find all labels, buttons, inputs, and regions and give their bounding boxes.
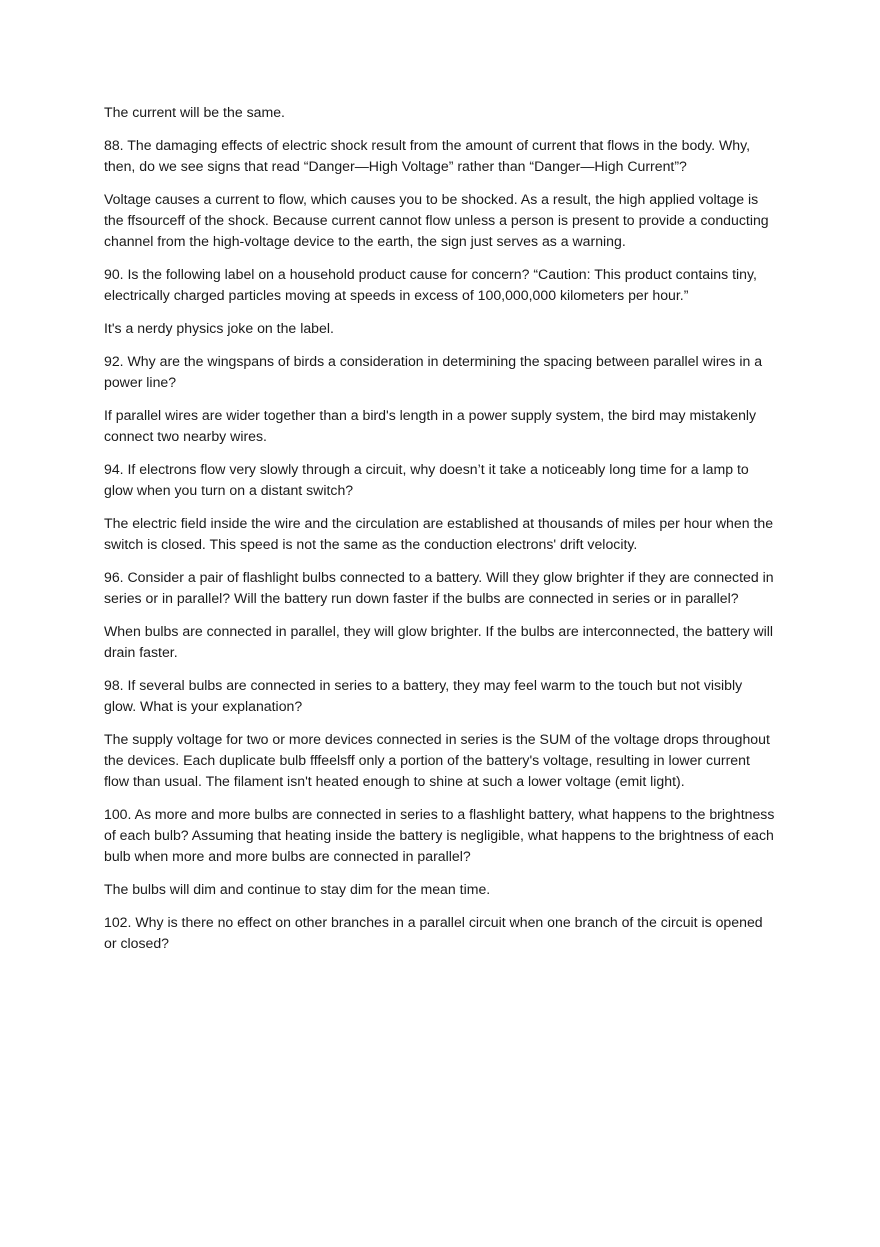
question-100: 100. As more and more bulbs are connected in series to a flashlight battery, what happens to the brightness of each bulb? Assuming that heating inside the battery is negligible, what happens to the brightness of each bulb when more and more bulbs are connected in parallel? [104,806,775,864]
question-94: 94. If electrons flow very slowly through a circuit, why doesn’t it take a noticeably long time for a lamp to glow when you turn on a distant switch? [104,461,749,498]
question-102: 102. Why is there no effect on other branches in a parallel circuit when one branch of the circuit is opened or closed? [104,914,763,951]
question-90: 90. Is the following label on a household product cause for concern? “Caution: This product contains tiny, electrically charged particles moving at speeds in excess of 100,000,000 kilometers per hour.” [104,266,757,303]
answer-92: If parallel wires are wider together than a bird's length in a power supply system, the bird may mistakenly connect two nearby wires. [104,407,757,444]
answer-100: The bulbs will dim and continue to stay dim for the mean time. [104,881,491,897]
question-98: 98. If several bulbs are connected in series to a battery, they may feel warm to the touch but not visibly glow. What is your explanation? [104,677,743,714]
question-92: 92. Why are the wingspans of birds a consideration in determining the spacing between parallel wires in a power line? [104,353,763,390]
question-96: 96. Consider a pair of flashlight bulbs connected to a battery. Will they glow brighter if they are connected in series or in parallel? Will the battery run down faster if the bulbs are connected in series or in parallel? [104,569,774,606]
answer-90: It's a nerdy physics joke on the label. [104,320,334,336]
answer-paragraph: The current will be the same. [104,104,285,120]
answer-88: Voltage causes a current to flow, which causes you to be shocked. As a result, the high applied voltage is the ffsourceff of the shock. Because current cannot flow unless a person is present to provide a conducting channel from the high-voltage device to the earth, the sign just serves as a warning. [104,191,769,249]
question-88: 88. The damaging effects of electric shock result from the amount of current that flows in the body. Why, then, do we see signs that read “Danger—High Voltage” rather than “Danger—High Current”? [104,137,751,174]
answer-94: The electric field inside the wire and the circulation are established at thousands of miles per hour when the switch is closed. This speed is not the same as the conduction electrons' drift velocity. [104,515,774,552]
answer-96: When bulbs are connected in parallel, they will glow brighter. If the bulbs are interconnected, the battery will drain faster. [104,623,774,660]
document-body [104,102,776,966]
answer-98: The supply voltage for two or more devices connected in series is the SUM of the voltage drops throughout the devices. Each duplicate bulb fffeelsff only a portion of the battery's voltage, resulting in lower current flow than usual. The filament isn't heated enough to shine at such a lower voltage (emit light). [104,731,770,789]
